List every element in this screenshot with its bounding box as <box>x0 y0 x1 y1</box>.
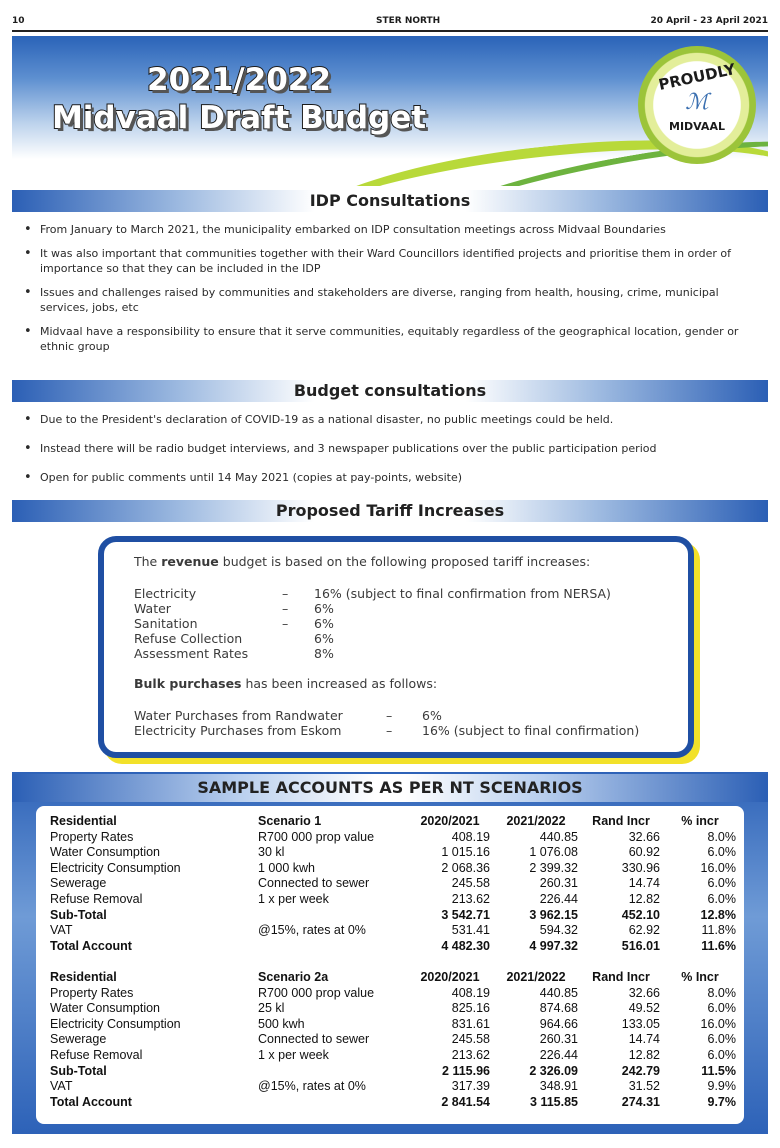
tariff-intro-bold: revenue <box>161 554 219 569</box>
budget-heading-bar <box>12 380 768 402</box>
table-cell: VAT <box>50 1079 73 1094</box>
table-cell: Water Consumption <box>50 845 160 860</box>
table-cell: Connected to sewer <box>258 876 370 891</box>
table-cell: 12.8% <box>700 907 736 922</box>
table-cell: Refuse Removal <box>50 891 143 906</box>
table-cell: 2 115.96 <box>442 1063 490 1078</box>
table-cell: 6.0% <box>707 876 736 891</box>
table-cell: 500 kwh <box>258 1016 305 1031</box>
sample-heading-bar <box>12 774 768 802</box>
table-cell: 32.66 <box>628 985 660 1000</box>
table-cell: 30 kl <box>258 845 285 860</box>
table-cell: 330.96 <box>621 860 660 875</box>
tariff-item <box>104 646 684 661</box>
bulk-intro <box>134 676 437 691</box>
bulk-item-dash: – <box>386 708 393 723</box>
table-row <box>48 1017 738 1033</box>
table-row <box>48 876 738 892</box>
table-cell <box>256 1064 408 1080</box>
table-cell: 213.62 <box>451 1047 490 1062</box>
tariff-item-value: 8% <box>314 646 334 661</box>
table-cell: 874.68 <box>539 1001 578 1016</box>
table-cell: 62.92 <box>628 923 660 938</box>
table-row <box>48 1064 738 1080</box>
spacer-cell <box>48 954 738 970</box>
table-cell: 9.7% <box>707 1094 736 1109</box>
banner-title-year: 2021/2022 <box>147 62 331 98</box>
table-cell: 4 997.32 <box>529 938 578 953</box>
table-cell: Electricity Consumption <box>50 860 181 875</box>
tariff-item-value: 6% <box>314 616 334 631</box>
publication-name: STER NORTH <box>376 16 441 26</box>
tariff-intro-pre: The <box>134 554 162 569</box>
table-row <box>48 1001 738 1017</box>
tariff-item <box>104 616 684 631</box>
tariff-intro <box>134 554 590 569</box>
logo-mark-icon: ℳ <box>685 90 709 115</box>
table-cell: 245.58 <box>451 876 490 891</box>
budget-heading: Budget consultations <box>293 381 487 400</box>
table-cell: 6.0% <box>707 1001 736 1016</box>
column-header: Scenario 2a <box>258 969 329 984</box>
idp-heading-bar <box>12 190 768 212</box>
table-row <box>48 861 738 877</box>
table-cell: 9.9% <box>707 1079 736 1094</box>
table-cell: Refuse Removal <box>50 1047 143 1062</box>
table-cell: R700 000 prop value <box>258 829 375 844</box>
bulk-intro-post: has been increased as follows: <box>241 676 438 691</box>
table-cell <box>256 939 408 955</box>
column-header: % Incr <box>681 969 719 984</box>
table-cell: 2 326.09 <box>529 1063 578 1078</box>
table-row <box>48 986 738 1002</box>
table-cell: 12.82 <box>628 891 660 906</box>
column-header: Rand Incr <box>592 969 650 984</box>
table-cell: 1 x per week <box>258 891 329 906</box>
table-cell: 60.92 <box>628 845 660 860</box>
table-cell: 16.0% <box>700 1016 736 1031</box>
table-cell: 2 399.32 <box>529 860 578 875</box>
table-cell: 6.0% <box>707 1047 736 1062</box>
table-cell: 260.31 <box>539 1032 578 1047</box>
list-item: • Midvaal have a responsibility to ensure that it serve communities, equitably regardless of the geographical location, gender or ethnic group <box>22 324 746 354</box>
tariff-item-dash: – <box>282 586 289 601</box>
table-cell: 3 962.15 <box>529 907 578 922</box>
banner-title-name: Midvaal Draft Budget <box>51 100 427 136</box>
sample-accounts-table <box>48 814 738 1110</box>
sample-heading: SAMPLE ACCOUNTS AS PER NT SCENARIOS <box>197 778 583 797</box>
list-item: • Instead there will be radio budget interviews, and 3 newspaper publications over the public participation period <box>22 441 746 456</box>
list-item: • It was also important that communities together with their Ward Councillors identified projects and prioritise them in order of importance so that they can be included in the IDP <box>22 246 746 276</box>
table-row <box>48 1095 738 1111</box>
table-cell <box>256 1095 408 1111</box>
table-header-row <box>48 970 738 986</box>
bulk-item-label: Electricity Purchases from Eskom <box>134 723 342 738</box>
table-cell: 8.0% <box>707 985 736 1000</box>
table-cell: Total Account <box>50 938 132 953</box>
table-cell: Property Rates <box>50 985 134 1000</box>
idp-heading: IDP Consultations <box>309 191 471 210</box>
table-cell: 531.41 <box>451 923 490 938</box>
table-cell: 2 841.54 <box>441 1094 490 1109</box>
table-cell: Electricity Consumption <box>50 1016 181 1031</box>
table-row <box>48 1048 738 1064</box>
column-header: Residential <box>50 814 117 828</box>
tariff-item-label: Water <box>134 601 171 616</box>
table-cell: 594.32 <box>539 923 578 938</box>
table-cell: 831.61 <box>451 1016 490 1031</box>
tariff-heading: Proposed Tariff Increases <box>275 501 505 520</box>
tariff-item-dash: – <box>282 601 289 616</box>
page-number: 10 <box>12 16 25 26</box>
table-cell: VAT <box>50 923 73 938</box>
table-spacer-row <box>48 954 738 970</box>
bulk-item-label: Water Purchases from Randwater <box>134 708 343 723</box>
column-header: Rand Incr <box>592 814 650 828</box>
table-cell: 516.01 <box>621 938 660 953</box>
table-cell: 213.62 <box>451 891 490 906</box>
table-cell: 440.85 <box>539 829 578 844</box>
table-cell: 2 068.36 <box>441 860 490 875</box>
tariff-item-value: 6% <box>314 601 334 616</box>
table-cell: 32.66 <box>628 829 660 844</box>
table-cell: @15%, rates at 0% <box>258 923 366 938</box>
tariff-box <box>98 536 694 758</box>
table-cell: Sewerage <box>50 876 107 891</box>
table-cell: 14.74 <box>628 1032 660 1047</box>
table-cell: 6.0% <box>707 845 736 860</box>
table-cell: 1 015.16 <box>441 845 490 860</box>
column-header: 2020/2021 <box>420 814 480 828</box>
table-cell: 408.19 <box>451 985 490 1000</box>
table-cell: 4 482.30 <box>441 938 490 953</box>
table-cell: 6.0% <box>707 1032 736 1047</box>
table-cell <box>256 908 408 924</box>
table-cell: 11.8% <box>701 923 736 938</box>
column-header: Residential <box>50 969 117 984</box>
table-cell: 274.31 <box>621 1094 660 1109</box>
table-cell: 6.0% <box>707 891 736 906</box>
tariff-item-label: Assessment Rates <box>134 646 249 661</box>
bulk-item <box>104 708 684 723</box>
running-header <box>12 16 768 30</box>
column-header: Scenario 1 <box>258 814 322 828</box>
table-cell: 226.44 <box>539 891 578 906</box>
table-cell: 25 kl <box>258 1001 285 1016</box>
table-cell: 133.05 <box>621 1016 660 1031</box>
list-item: • Issues and challenges raised by communities and stakeholders are diverse, ranging from health, housing, crime, municipal services, jobs, etc <box>22 285 746 315</box>
table-row <box>48 1079 738 1095</box>
column-header: 2020/2021 <box>420 969 480 984</box>
table-cell: 14.74 <box>628 876 660 891</box>
list-item: • Due to the President's declaration of COVID-19 as a national disaster, no public meetings could be held. <box>22 412 746 427</box>
table-cell: Water Consumption <box>50 1001 160 1016</box>
table-cell: 31.52 <box>628 1079 660 1094</box>
table-cell: 348.91 <box>539 1079 578 1094</box>
table-cell: 260.31 <box>539 876 578 891</box>
tariff-item-label: Sanitation <box>134 616 198 631</box>
logo-text-bottom: MIDVAAL <box>669 120 725 133</box>
tariff-item <box>104 601 684 616</box>
table-cell: 408.19 <box>451 829 490 844</box>
table-cell: 3 115.85 <box>530 1094 578 1109</box>
table-cell: 12.82 <box>628 1047 660 1062</box>
table-cell: Total Account <box>50 1094 132 1109</box>
table-cell: 825.16 <box>451 1001 490 1016</box>
table-cell: 11.6% <box>701 938 736 953</box>
logo-text-top: PROUDLY <box>656 60 738 94</box>
table-cell: @15%, rates at 0% <box>258 1079 366 1094</box>
proudly-midvaal-logo <box>638 46 756 164</box>
tariff-heading-bar <box>12 500 768 522</box>
bulk-item-dash: – <box>386 723 393 738</box>
table-cell: 317.39 <box>451 1079 490 1094</box>
table-cell: R700 000 prop value <box>258 985 375 1000</box>
table-cell: Property Rates <box>50 829 134 844</box>
table-cell: 8.0% <box>707 829 736 844</box>
tariff-item-label: Electricity <box>134 586 197 601</box>
table-cell: 3 542.71 <box>441 907 490 922</box>
tariff-item <box>104 586 684 601</box>
sample-accounts-panel <box>12 772 768 1134</box>
budget-bullet-list <box>22 412 746 485</box>
table-cell: Sewerage <box>50 1032 107 1047</box>
table-cell: 16.0% <box>700 860 736 875</box>
sample-accounts-body <box>48 814 738 1110</box>
table-cell: 1 x per week <box>258 1047 329 1062</box>
tariff-item <box>104 631 684 646</box>
table-cell: Sub-Total <box>50 1063 107 1078</box>
table-row <box>48 892 738 908</box>
tariff-item-value: 16% (subject to final confirmation from NERSA) <box>314 586 611 601</box>
bulk-intro-bold: Bulk purchases <box>134 676 242 691</box>
table-header-row <box>48 814 738 830</box>
bulk-item <box>104 723 684 738</box>
table-cell: 1 076.08 <box>529 845 578 860</box>
column-header: % incr <box>681 814 719 828</box>
table-row <box>48 923 738 939</box>
table-cell: Connected to sewer <box>258 1032 370 1047</box>
table-cell: 1 000 kwh <box>258 860 315 875</box>
column-header: 2021/2022 <box>506 969 566 984</box>
header-divider <box>12 30 768 32</box>
tariff-item-dash: – <box>282 616 289 631</box>
table-cell: 226.44 <box>539 1047 578 1062</box>
table-cell: 440.85 <box>539 985 578 1000</box>
list-item: • Open for public comments until 14 May 2021 (copies at pay-points, website) <box>22 470 746 485</box>
table-cell: 964.66 <box>539 1016 578 1031</box>
bulk-item-value: 16% (subject to final confirmation) <box>422 723 640 738</box>
table-cell: 245.58 <box>451 1032 490 1047</box>
table-cell: 49.52 <box>628 1001 660 1016</box>
table-cell: 11.5% <box>701 1063 736 1078</box>
table-row <box>48 908 738 924</box>
bulk-item-value: 6% <box>422 708 442 723</box>
table-cell: 242.79 <box>621 1063 660 1078</box>
tariff-item-value: 6% <box>314 631 334 646</box>
table-row <box>48 830 738 846</box>
tariff-item-label: Refuse Collection <box>134 631 243 646</box>
table-cell: Sub-Total <box>50 907 107 922</box>
issue-date: 20 April - 23 April 2021 <box>650 16 768 26</box>
tariff-intro-post: budget is based on the following proposed tariff increases: <box>218 554 591 569</box>
table-cell: 452.10 <box>621 907 660 922</box>
column-header: 2021/2022 <box>506 814 566 828</box>
list-item: • From January to March 2021, the municipality embarked on IDP consultation meetings across Midvaal Boundaries <box>22 222 746 237</box>
sample-accounts-sheet <box>36 806 744 1124</box>
idp-bullet-list <box>22 222 746 354</box>
table-row <box>48 1032 738 1048</box>
table-row <box>48 845 738 861</box>
table-row <box>48 939 738 955</box>
